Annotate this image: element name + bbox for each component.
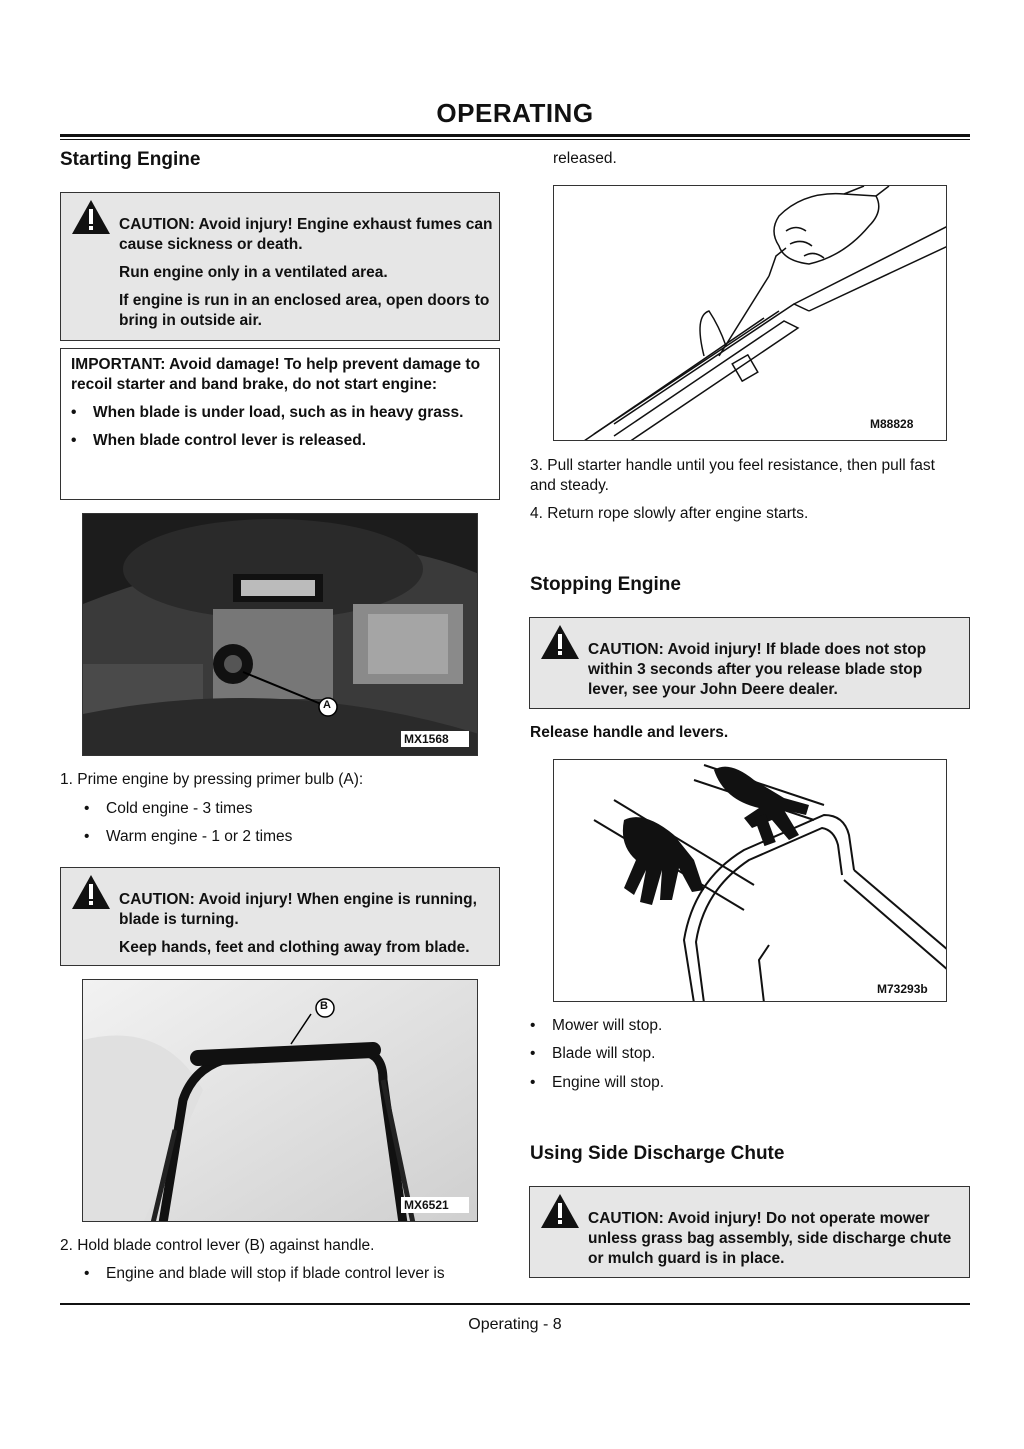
caution-box-exhaust: [60, 192, 500, 341]
release-levers-drawing: [554, 760, 947, 1002]
warning-triangle-icon: [540, 624, 580, 660]
step-1: 1. Prime engine by pressing primer bulb (A):: [60, 771, 364, 788]
list-item: • Warm engine - 1 or 2 times: [84, 828, 293, 845]
caution-text: Keep hands, feet and clothing away from blade.: [119, 939, 470, 956]
list-item: • Mower will stop.: [530, 1017, 663, 1034]
engine-photo: [83, 514, 478, 756]
header-rule-thin: [60, 139, 970, 140]
figure-code: M88828: [867, 416, 916, 432]
page-number: Operating - 8: [468, 1316, 562, 1333]
caution-text: CAUTION: Avoid injury! Engine exhaust fumes can cause sickness or death.: [119, 216, 493, 253]
callout-a: A: [323, 699, 331, 711]
heading-stopping-engine: Stopping Engine: [530, 574, 681, 595]
step-3: 3. Pull starter handle until you feel resistance, then pull fast and steady.: [530, 457, 935, 494]
warning-triangle-icon: [71, 199, 111, 235]
important-intro: IMPORTANT: Avoid damage! To help prevent damage to recoil starter and band brake, do not start engine:: [71, 356, 481, 393]
figure-blade-control-lever: [82, 979, 478, 1222]
step-4: 4. Return rope slowly after engine starts.: [530, 505, 809, 522]
warning-triangle-icon: [540, 1193, 580, 1229]
warning-triangle-icon: [71, 874, 111, 910]
heading-starting-engine: Starting Engine: [60, 149, 201, 170]
important-bullet: • When blade control lever is released.: [71, 432, 367, 449]
caution-text: CAUTION: Avoid injury! When engine is running, blade is turning.: [119, 891, 477, 928]
caution-text: Run engine only in a ventilated area.: [119, 264, 388, 281]
caution-text: If engine is run in an enclosed area, open doors to bring in outside air.: [119, 292, 490, 329]
caution-box-blade: [60, 867, 500, 966]
starter-handle-drawing: [554, 186, 947, 441]
step-2: 2. Hold blade control lever (B) against handle.: [60, 1237, 375, 1254]
handle-photo: [83, 980, 478, 1222]
figure-engine-primer: [82, 513, 478, 756]
caution-box-chute: [529, 1186, 970, 1278]
caution-text: CAUTION: Avoid injury! If blade does not stop within 3 seconds after you release blade stop lever, see your John Deere dealer.: [588, 641, 927, 698]
list-item: • Cold engine - 3 times: [84, 800, 253, 817]
heading-side-discharge: Using Side Discharge Chute: [530, 1143, 785, 1164]
caution-text: CAUTION: Avoid injury! Do not operate mower unless grass bag assembly, side discharge chute or mulch guard is in place.: [588, 1210, 952, 1267]
footer-rule: [60, 1303, 970, 1305]
list-item: • Engine and blade will stop if blade control lever is: [84, 1265, 445, 1282]
figure-code: MX6521: [401, 1197, 469, 1213]
continued-text: released.: [553, 150, 617, 167]
important-bullet: • When blade is under load, such as in heavy grass.: [71, 404, 464, 421]
header-rule: [60, 134, 970, 137]
figure-starter-handle: [553, 185, 947, 441]
page-title: OPERATING: [436, 98, 594, 128]
release-instruction: Release handle and levers.: [530, 724, 729, 741]
list-item: • Blade will stop.: [530, 1045, 656, 1062]
figure-release-levers: [553, 759, 947, 1002]
caution-box-stopping: [529, 617, 970, 709]
important-box: [60, 348, 500, 500]
figure-code: M73293b: [874, 981, 931, 997]
list-item: • Engine will stop.: [530, 1074, 665, 1091]
figure-code: MX1568: [401, 731, 469, 747]
callout-b: B: [320, 1000, 328, 1012]
